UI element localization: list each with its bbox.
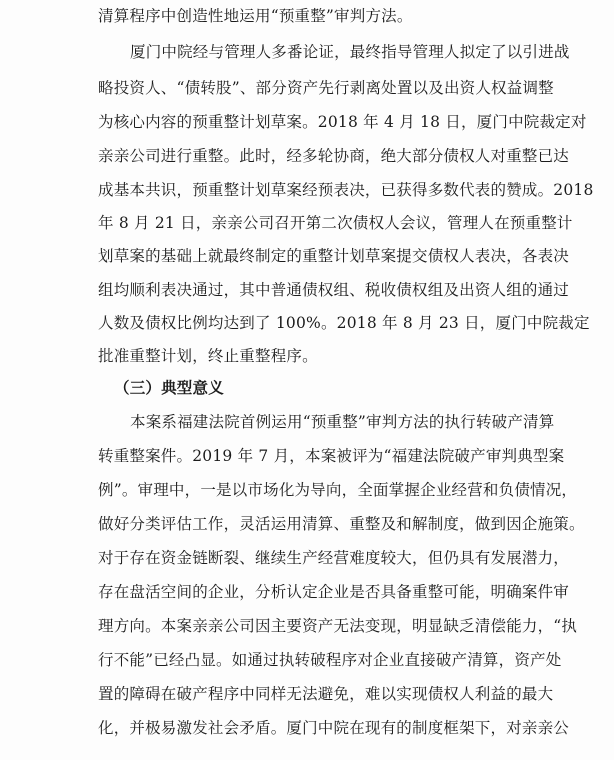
paragraph-line: 清算程序中创造性地运用“预重整”审判方法。 [98, 7, 413, 25]
paragraph-line: 为核心内容的预重整计划草案。2018 年 4 月 18 日，厦门中院裁定对 [98, 113, 587, 131]
paragraph-line: 厦门中院经与管理人多番论证，最终指导管理人拟定了以引进战 [130, 43, 570, 61]
paragraph-line: 化，并极易激发社会矛盾。厦门中院在现有的制度框架下，对亲亲公 [98, 719, 570, 737]
paragraph-line: 置的障碍在破产程序中同样无法避免，难以实现债权人利益的最大 [98, 685, 554, 703]
paragraph-line: 理方向。本案亲亲公司因主要资产无法变现，明显缺乏清偿能力，“执 [98, 617, 578, 635]
paragraph-line: 亲亲公司进行重整。此时，经多轮协商，绝大部分债权人对重整已达 [98, 147, 570, 165]
paragraph-line: 存在盘活空间的企业，分析认定企业是否具备重整可能，明确案件审 [98, 583, 570, 601]
paragraph-line: 年 8 月 21 日，亲亲公司召开第二次债权人会议，管理人在预重整计 [98, 214, 573, 232]
paragraph-line: 行不能”已经凸显。如通过执转破程序对企业直接破产清算，资产处 [98, 651, 562, 669]
paragraph-line: 组均顺利表决通过，其中普通债权组、税收债权组及出资人组的通过 [98, 281, 570, 299]
paragraph-line: 略投资人、“债转股”、部分资产先行剥离处置以及出资人权益调整 [98, 79, 554, 97]
paragraph-line: 做好分类评估工作，灵活运用清算、重整及和解制度，做到因企施策。 [98, 515, 585, 533]
paragraph-line: 对于存在资金链断裂、继续生产经营难度较大，但仍具有发展潜力， [98, 549, 570, 567]
paragraph-line: 批准重整计划，终止重整程序。 [98, 347, 318, 365]
paragraph-line: 转重整案件。2019 年 7 月，本案被评为“福建法院破产审判典型案 [98, 447, 565, 465]
paragraph-line: 人数及债权比例均达到了 100%。2018 年 8 月 23 日，厦门中院裁定 [98, 314, 590, 332]
section-heading: （三）典型意义 [114, 378, 224, 397]
paragraph-line: 例”。审理中，一是以市场化为导向，全面掌握企业经营和负债情况， [98, 481, 578, 499]
paragraph-line: 成基本共识，预重整计划草案经预表决，已获得多数代表的赞成。2018 [98, 181, 594, 199]
paragraph-line: 划草案的基础上就最终制定的重整计划草案提交债权人表决，各表决 [98, 247, 570, 265]
paragraph-line: 本案系福建法院首例运用“预重整”审判方法的执行转破产清算 [130, 413, 555, 431]
